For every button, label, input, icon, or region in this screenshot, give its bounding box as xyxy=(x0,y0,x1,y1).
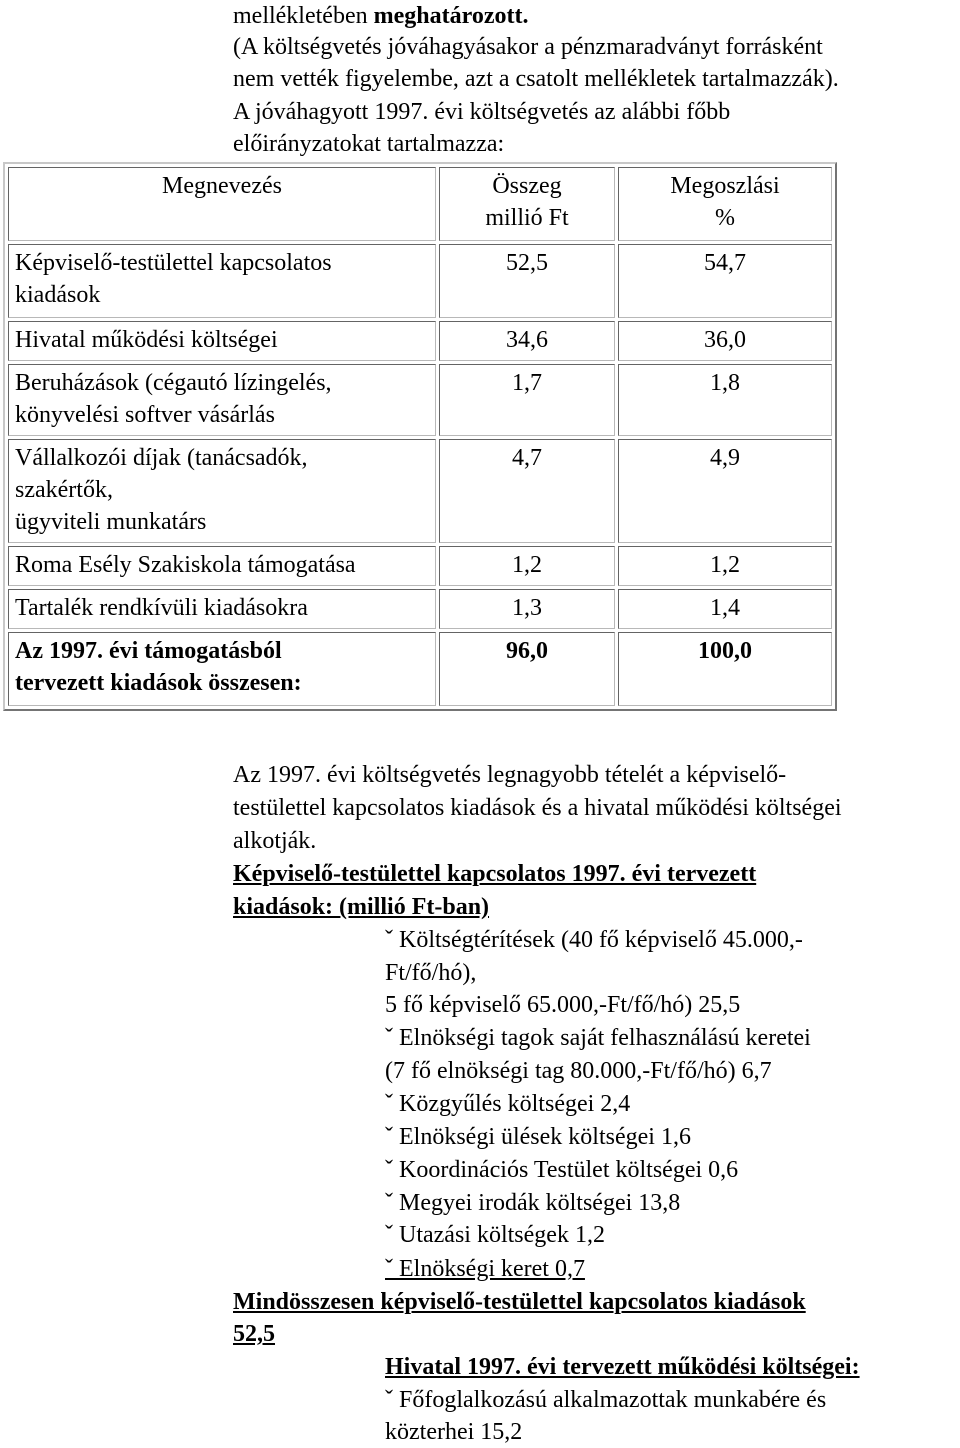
table-header-row xyxy=(8,167,832,241)
section-heading-line-2: kiadások: (millió Ft-ban) xyxy=(233,894,490,920)
table-row xyxy=(8,439,832,543)
list-item: ˇ Elnökségi tagok saját felhasználású keretei xyxy=(385,1025,811,1051)
list-item: ˇ Költségtérítések (40 fő képviselő 45.000,- xyxy=(385,927,803,953)
list-item: 5 fő képviselő 65.000,-Ft/fő/hó) 25,5 xyxy=(385,992,741,1018)
row-name: Hivatal működési költségei xyxy=(8,321,436,361)
row-amount: 4,7 xyxy=(439,439,615,543)
total-name: Az 1997. évi támogatásból tervezett kiadások összesen: xyxy=(8,632,436,706)
list-item: Ft/fő/hó), xyxy=(385,960,477,986)
row-share: 1,2 xyxy=(618,546,832,586)
row-share: 36,0 xyxy=(618,321,832,361)
total-share: 100,0 xyxy=(618,632,832,706)
list-item: ˇ Megyei irodák költségei 13,8 xyxy=(385,1190,681,1216)
row-name: Képviselő-testülettel kapcsolatos kiadások xyxy=(8,244,436,318)
row-name: Roma Esély Szakiskola támogatása xyxy=(8,546,436,586)
list-item: közterhei 15,2 xyxy=(385,1419,523,1445)
section-heading-2: Hivatal 1997. évi tervezett működési költségei: xyxy=(385,1354,860,1380)
intro-line-3: nem vették figyelembe, azt a csatolt mellékletek tartalmazzák). xyxy=(233,66,839,92)
row-share: 1,8 xyxy=(618,364,832,436)
list-item: ˇ Főfoglalkozású alkalmazottak munkabére és xyxy=(385,1387,827,1413)
table-row xyxy=(8,244,832,318)
row-name: Beruházások (cégautó lízingelés, könyvelési softver vásárlás xyxy=(8,364,436,436)
section-heading-line-1: Képviselő-testülettel kapcsolatos 1997. évi tervezett xyxy=(233,861,757,887)
row-name: Tartalék rendkívüli kiadásokra xyxy=(8,589,436,629)
list-item: ˇ Elnökségi ülések költségei 1,6 xyxy=(385,1124,691,1150)
table-row xyxy=(8,364,832,436)
intro-line-2: (A költségvetés jóváhagyásakor a pénzmaradványt forrásként xyxy=(233,34,823,60)
total-line-2: 52,5 xyxy=(233,1321,275,1347)
intro-line-4: A jóváhagyott 1997. évi költségvetés az alábbi főbb xyxy=(233,99,731,125)
row-amount: 1,7 xyxy=(439,364,615,436)
paragraph-line-2: testülettel kapcsolatos kiadások és a hivatal működési költségei xyxy=(233,795,842,821)
paragraph-line-3: alkotják. xyxy=(233,828,317,854)
budget-table xyxy=(3,162,837,711)
total-line-1: Mindösszesen képviselő-testülettel kapcsolatos kiadások xyxy=(233,1289,806,1315)
intro-line-1 xyxy=(233,0,528,32)
intro-line-1-bold: meghatározott. xyxy=(373,3,529,29)
header-name: Megnevezés xyxy=(8,167,436,241)
row-amount: 52,5 xyxy=(439,244,615,318)
row-amount: 1,3 xyxy=(439,589,615,629)
paragraph-line-1: Az 1997. évi költségvetés legnagyobb tételét a képviselő- xyxy=(233,762,787,788)
intro-line-5: előirányzatokat tartalmazza: xyxy=(233,131,505,157)
row-amount: 34,6 xyxy=(439,321,615,361)
row-share: 4,9 xyxy=(618,439,832,543)
list-item: ˇ Koordinációs Testület költségei 0,6 xyxy=(385,1157,739,1183)
row-share: 54,7 xyxy=(618,244,832,318)
list-item: ˇ Utazási költségek 1,2 xyxy=(385,1222,605,1248)
intro-line-1-text: mellékletében xyxy=(233,3,374,29)
header-share: Megoszlási % xyxy=(618,167,832,241)
list-item: ˇ Közgyűlés költségei 2,4 xyxy=(385,1091,631,1117)
table-row xyxy=(8,321,832,361)
row-share: 1,4 xyxy=(618,589,832,629)
table-row xyxy=(8,589,832,629)
list-item: (7 fő elnökségi tag 80.000,-Ft/fő/hó) 6,7 xyxy=(385,1058,772,1084)
header-amount: Összeg millió Ft xyxy=(439,167,615,241)
row-amount: 1,2 xyxy=(439,546,615,586)
row-name: Vállalkozói díjak (tanácsadók, szakértők, ügyviteli munkatárs xyxy=(8,439,436,543)
list-item: ˇ Elnökségi keret 0,7 xyxy=(385,1256,585,1282)
table-total-row xyxy=(8,632,832,706)
total-amount: 96,0 xyxy=(439,632,615,706)
table-row xyxy=(8,546,832,586)
